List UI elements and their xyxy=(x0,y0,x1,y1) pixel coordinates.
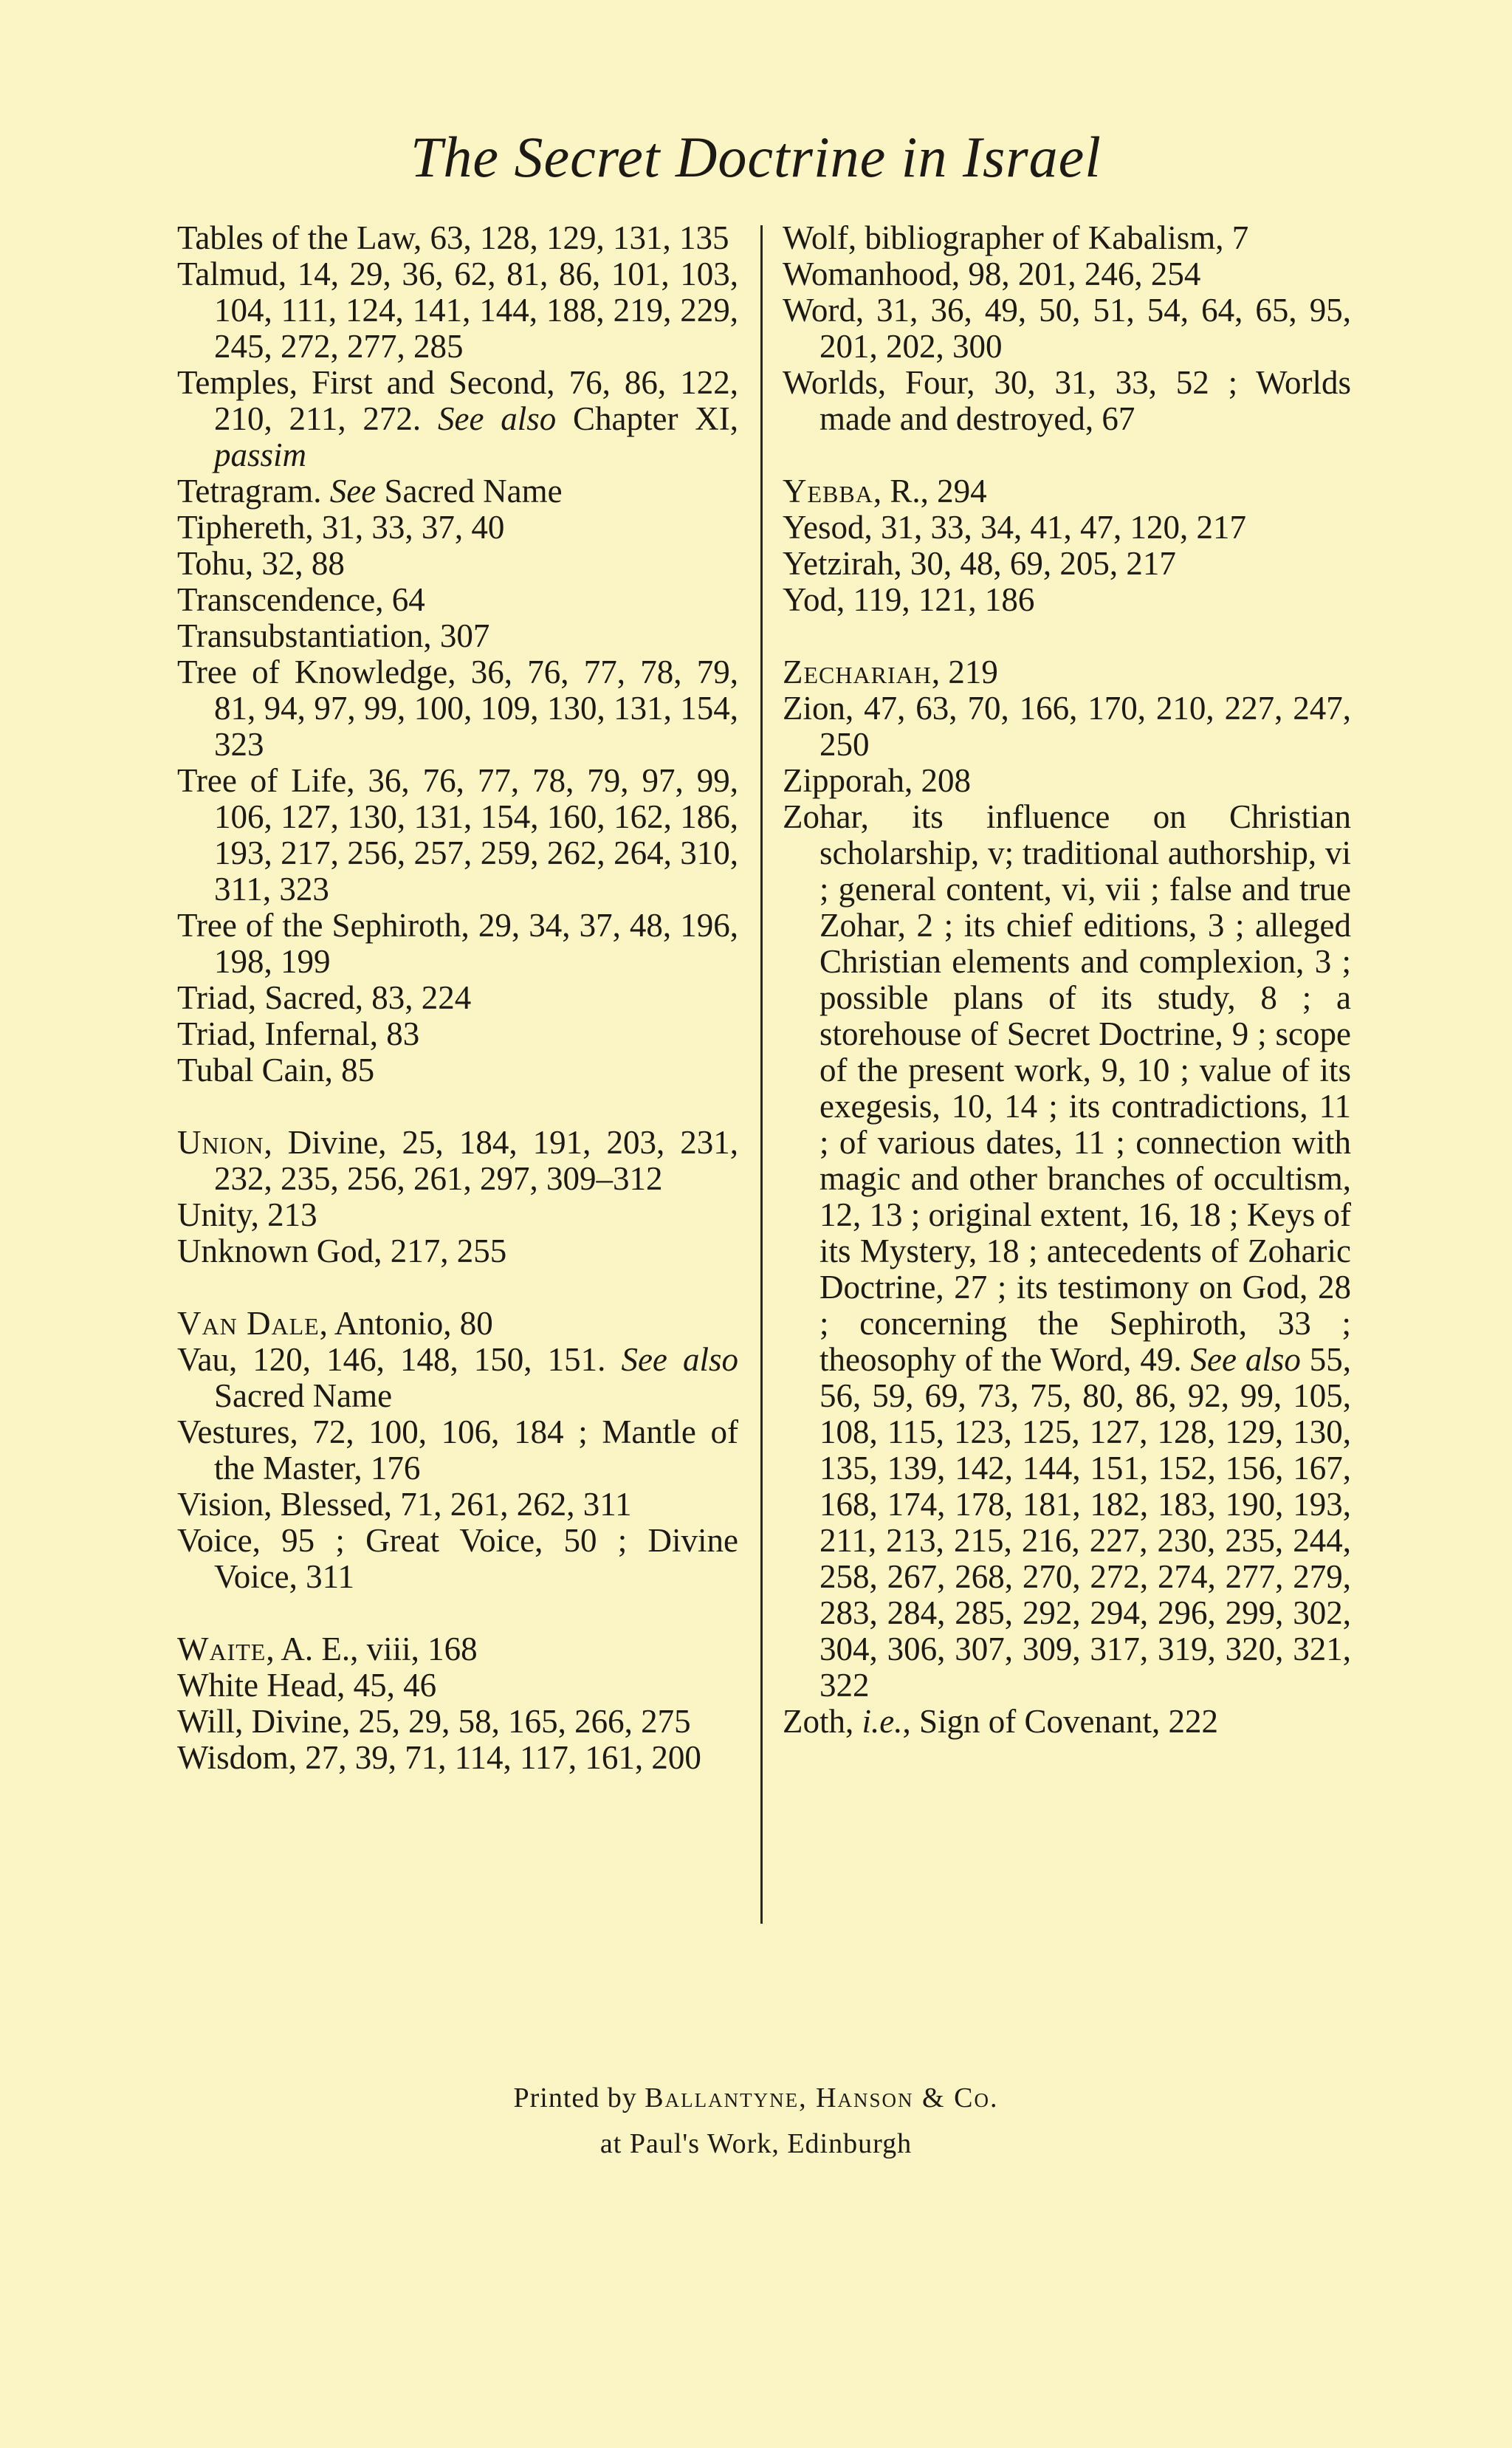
index-entry: Transcendence, 64 xyxy=(177,581,425,618)
index-entry: Unknown God, 217, 255 xyxy=(177,1232,507,1269)
imprint-line-1: Printed by Ballantyne, Hanson & Co. xyxy=(513,2082,999,2113)
index-entry: Tables of the Law, 63, 128, 129, 131, 135 xyxy=(177,219,729,256)
index-entry: Word, 31, 36, 49, 50, 51, 54, 64, 65, 95, 201, 202, 300 xyxy=(783,292,1351,365)
index-entry: Zoth, i.e., Sign of Covenant, 222 xyxy=(783,1703,1218,1740)
index-entry: Zechariah, 219 xyxy=(783,654,998,690)
index-entry: Voice, 95 ; Great Voice, 50 ; Divine Voice, 311 xyxy=(177,1522,738,1595)
section-gap xyxy=(783,618,1351,654)
index-entry: Triad, Sacred, 83, 224 xyxy=(177,979,472,1016)
index-entry: Yesod, 31, 33, 34, 41, 47, 120, 217 xyxy=(783,509,1246,546)
index-entry: Talmud, 14, 29, 36, 62, 81, 86, 101, 103, 104, 111, 124, 141, 144, 188, 219, 229, 245, 272, 277, 285 xyxy=(177,256,738,365)
index-entry: Tree of Life, 36, 76, 77, 78, 79, 97, 99, 106, 127, 130, 131, 154, 160, 162, 186, 193, 217, 256, 257, 259, 262, 264, 310, 311, 323 xyxy=(177,762,738,908)
index-entry: Yod, 119, 121, 186 xyxy=(783,581,1035,618)
index-entry: Wolf, bibliographer of Kabalism, 7 xyxy=(783,219,1249,256)
section-gap xyxy=(177,1269,738,1306)
index-entry: Vau, 120, 146, 148, 150, 151. See also Sacred Name xyxy=(177,1341,738,1414)
column-divider xyxy=(760,225,763,1924)
imprint-line-2: at Paul's Work, Edinburgh xyxy=(599,2128,913,2159)
index-entry: Waite, A. E., viii, 168 xyxy=(177,1631,478,1667)
index-entry: Tiphereth, 31, 33, 37, 40 xyxy=(177,509,505,546)
index-entry: Yebba, R., 294 xyxy=(783,473,987,510)
index-entry: Womanhood, 98, 201, 246, 254 xyxy=(783,256,1201,292)
page-title: The Secret Doctrine in Israel xyxy=(410,125,1102,189)
index-entry: White Head, 45, 46 xyxy=(177,1667,437,1704)
index-entry: Yetzirah, 30, 48, 69, 205, 217 xyxy=(783,545,1176,582)
section-gap xyxy=(177,1088,738,1125)
index-entry: Tree of the Sephiroth, 29, 34, 37, 48, 196, 198, 199 xyxy=(177,907,738,980)
index-column-right xyxy=(783,220,1351,1740)
index-entry: Transubstantiation, 307 xyxy=(177,617,490,654)
index-entry: Wisdom, 27, 39, 71, 114, 117, 161, 200 xyxy=(177,1739,701,1776)
index-entry: Will, Divine, 25, 29, 58, 165, 266, 275 xyxy=(177,1703,691,1740)
section-gap xyxy=(177,1595,738,1631)
index-entry: Vestures, 72, 100, 106, 184 ; Mantle of the Master, 176 xyxy=(177,1413,738,1487)
index-entry: Zohar, its influence on Christian scholarship, v; traditional authorship, vi ; general content, vi, vii ; false and true Zohar, 2 ; its chief editions, 3 ; alleged Christian elements and complexion, 3 ; possible plans of its study, 8 ; a storehouse of Secret Doctrine, 9 ; scope of the present work, 9, 10 ; value of its exegesis, 10, 14 ; its contradictions, 11 ; of various dates, 11 ; connection with magic and other branches of occultism, 12, 13 ; original extent, 16, 18 ; Keys of its Mystery, 18 ; antecedents of Zoharic Doctrine, 27 ; its testimony on God, 28 ; concerning the Sephiroth, 33 ; theosophy of the Word, 49. See also 55, 56, 59, 69, 73, 75, 80, 86, 92, 99, 105, 108, 115, 123, 125, 127, 128, 129, 130, 135, 139, 142, 144, 151, 152, 156, 167, 168, 174, 178, 181, 182, 183, 190, 193, 211, 213, 215, 216, 227, 230, 235, 244, 258, 267, 268, 270, 272, 274, 277, 279, 283, 284, 285, 292, 294, 296, 299, 302, 304, 306, 307, 309, 317, 319, 320, 321, 322 xyxy=(783,798,1352,1704)
index-entry: Unity, 213 xyxy=(177,1196,317,1233)
index-entry: Zion, 47, 63, 70, 166, 170, 210, 227, 247, 250 xyxy=(783,690,1351,763)
index-column-left xyxy=(177,220,738,1776)
index-entry: Tree of Knowledge, 36, 76, 77, 78, 79, 81, 94, 97, 99, 100, 109, 130, 131, 154, 323 xyxy=(177,654,738,763)
printer-imprint xyxy=(0,2075,1512,2167)
index-entry: Triad, Infernal, 83 xyxy=(177,1015,420,1052)
index-entry: Zipporah, 208 xyxy=(783,762,971,799)
section-gap xyxy=(783,437,1351,473)
index-entry: Tubal Cain, 85 xyxy=(177,1052,375,1088)
index-entry: Vision, Blessed, 71, 261, 262, 311 xyxy=(177,1486,632,1523)
index-entry: Temples, First and Second, 76, 86, 122, 210, 211, 272. See also Chapter XI, passim xyxy=(177,364,739,473)
index-entry: Van Dale, Antonio, 80 xyxy=(177,1305,493,1342)
index-entry: Tohu, 32, 88 xyxy=(177,545,345,582)
index-entry: Tetragram. See Sacred Name xyxy=(177,473,563,510)
index-entry: Worlds, Four, 30, 31, 33, 52 ; Worlds made and destroyed, 67 xyxy=(783,364,1351,437)
index-entry: Union, Divine, 25, 184, 191, 203, 231, 232, 235, 256, 261, 297, 309–312 xyxy=(177,1124,738,1197)
